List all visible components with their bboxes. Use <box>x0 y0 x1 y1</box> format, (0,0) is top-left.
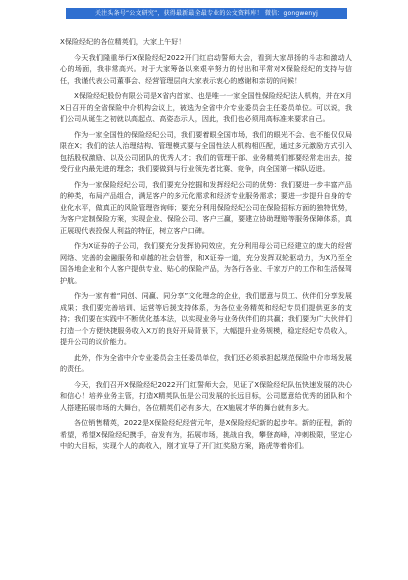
promo-banner[interactable] <box>66 8 347 19</box>
paragraph-opening: 今天我们隆重举行X保险经纪2022开门红启动誓师大会，看到大家昂扬的斗志和激动人心的场面，我非常高兴。对于大家筹备以来艰辛努力的付出和平常对X保险经纪的支持与信任，我谨代表公司董事会、经营管理层向大家表示衷心的感谢和亲切的问候！ <box>60 52 352 85</box>
salutation: X保险经纪的各位精英们，大家上午好！ <box>60 37 186 46</box>
paragraph-company-intro: X保险经纪股份有限公司是X省内首家、也是唯一一家全国性保险经纪法人机构，并在X月X日召开的全省保险中介机构会议上，被选为全省中介专业委员会主任委员单位。可以说，我们公司从诞生之初就以高起点、高姿态示人，因此，我们也必须用高标准来要求自己。 <box>60 91 352 123</box>
promo-banner-text: 关注头条号“公文研究”，获得最新最全最专业的公文资料库！ 微信：gongwenyj <box>94 10 319 17</box>
paragraph-broker-advantage: 作为一家保险经纪公司，我们要充分挖掘和发挥经纪公司的优势：我们要进一步丰富产品的种类，布局产品组合，满足客户的多元化需求和经济专业服务需求；要进一步提升自身的专业化水平，做真正的风险管理咨询师；要充分利用保险经纪公司在保险招标方面的独特优势，为客户定制保险方案，实现企业、保险公司、客户三赢，要建立协助理赔等服务保障体系，真正展现代表投保人利益的特征，树立客户口碑。 <box>60 179 352 235</box>
paragraph-closing: 各位销售精英，2022是X保险经纪经营元年，是X保险经纪新的起步年。新的征程，新的希望，希望X保险经纪携手，奋发有为，拓展市场，挑战自我，攀登高峰，冲刺极限，坚定心中的大目标，实现个人的高收入，刚才宣导了开门红奖励方案，路虎等着你们。 <box>60 418 352 450</box>
paragraph-responsibility: 此外，作为全省中介专业委员会主任委员单位，我们还必须承担起规范保险中介市场发展的责任。 <box>60 352 352 373</box>
document-body <box>60 36 352 456</box>
paragraph-national-vision: 作为一家全国性的保险经纪公司，我们要着眼全国市场，我们的眼光不会、也不能仅仅局限在X；我们的法人治理结构、管理模式要与全国性法人机构相匹配，通过多元激励方式引入包括股权激励、以及公司团队的优秀人才；我们的管理干部、业务精英们都要经常走出去，接受行业内最先进的理念；我们要做到与行业领先者比赛、竞争，向全国第一梯队迈进。 <box>60 129 352 173</box>
paragraph-rally: 今天，我们召开X保险经纪2022开门红誓师大会，见证了X保险经纪队伍快速发展的决心和信心！培养业务主管，打造X精英队伍是公司发展的长远目标，公司愿意给优秀的团队和个人搭建拓展市场的大舞台，各位精英们必有多大，在X施展才华的舞台就有多大。 <box>60 379 352 412</box>
paragraph-culture: 作为一家有着“同创、同赢、同分享”文化理念的企业，我们愿意与员工、伙伴们分享发展成果；我们要完善培训、运营等后援支持体系，为各位业务精英和经纪专员们提供更多的支持；我们要在实践中不断优化基本法，以实现业务与业务伙伴们的共赢；我们要为广大伙伴们打造一个方便快捷服务收入X万的良好开局背景下，大幅提升业务规模，稳定经纪专员收入，提升公司的议价能力。 <box>60 291 352 346</box>
paragraph-subsidiary-synergy: 作为X证券的子公司，我们要充分发挥协同效应，充分利用母公司已经建立的庞大的经营网络、完善的金融服务和卓越的社会信誉，和X证券一道，充分发挥双轮驱动力，为X乃至全国各地企业和个人客户提供专业、贴心的保险产品，为各行各业、千家万户的工作和生活保驾护航。 <box>60 241 352 285</box>
